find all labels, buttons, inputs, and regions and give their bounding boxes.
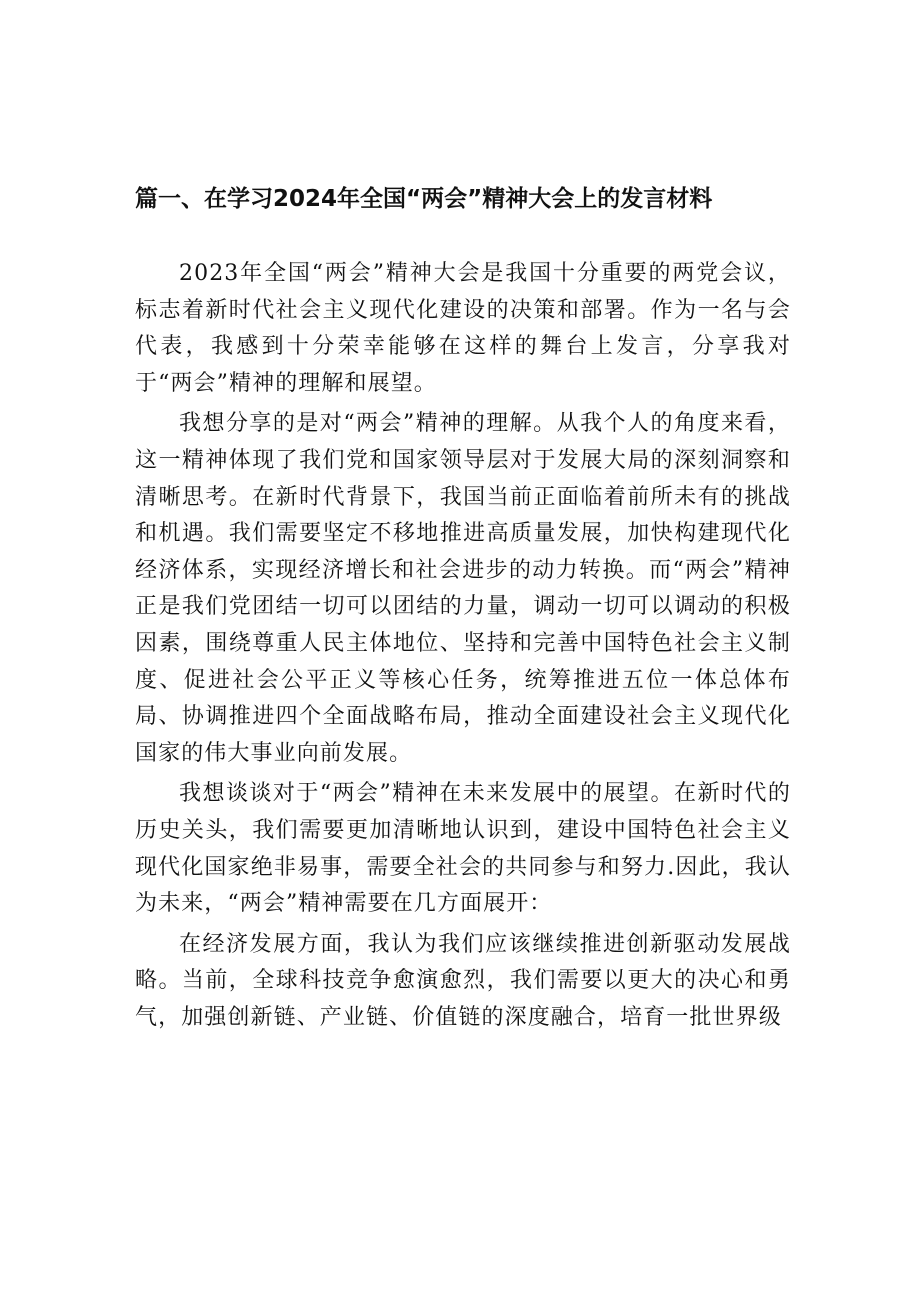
- paragraph-2: 我想分享的是对“两会”精神的理解。从我个人的角度来看，这一精神体现了我们党和国家领导层对于发展大局的深刻洞察和清晰思考。在新时代背景下，我国当前正面临着前所未有的挑战和机遇。我们需要坚定不移地推进高质量发展，加快构建现代化经济体系，实现经济增长和社会进步的动力转换。而“两会”精神正是我们党团结一切可以团结的力量，调动一切可以调动的积极因素，围绕尊重人民主体地位、坚持和完善中国特色社会主义制度、促进社会公平正义等核心任务，统筹推进五位一体总体布局、协调推进四个全面战略布局，推动全面建设社会主义现代化国家的伟大事业向前发展。: [135, 411, 791, 766]
- document-title: 篇一、在学习2024年全国“两会”精神大会上的发言材料: [135, 186, 713, 212]
- document-body: [135, 256, 791, 1040]
- paragraph-4: 在经济发展方面，我认为我们应该继续推进创新驱动发展战略。当前，全球科技竞争愈演愈烈，我们需要以更大的决心和勇气，加强创新链、产业链、价值链的深度融合，培育一批世界级: [135, 931, 791, 1030]
- paragraph-1: 2023年全国“两会”精神大会是我国十分重要的两党会议，标志着新时代社会主义现代化建设的决策和部署。作为一名与会代表，我感到十分荣幸能够在这样的舞台上发言，分享我对于“两会”精神的理解和展望。: [135, 261, 791, 396]
- paragraph-3: 我想谈谈对于“两会”精神在未来发展中的展望。在新时代的历史关头，我们需要更加清晰地认识到，建设中国特色社会主义现代化国家绝非易事，需要全社会的共同参与和努力.因此，我认为未来，“两会”精神需要在几方面展开：: [135, 781, 791, 917]
